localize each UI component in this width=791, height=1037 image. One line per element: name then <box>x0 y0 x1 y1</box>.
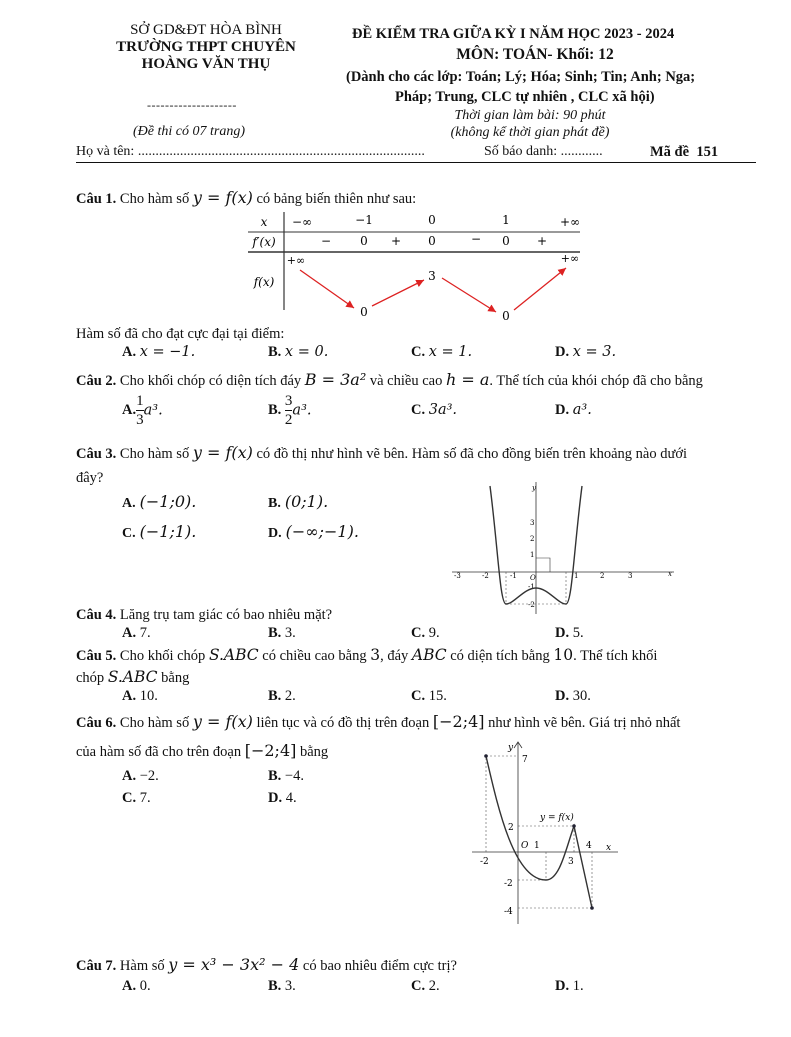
student-name-field: Họ và tên: .................................................................................. <box>76 144 425 159</box>
option-value: (−∞;−1). <box>285 522 359 541</box>
option-b[interactable] <box>268 978 296 995</box>
option-label: C. <box>411 625 426 641</box>
table-x-value: −1 <box>355 213 373 227</box>
exam-time: Thời gian làm bài: 90 phút <box>454 108 606 123</box>
table-f-label: f(x) <box>253 275 275 289</box>
graph-value-label: -4 <box>504 907 513 917</box>
axis-x-label: x <box>668 570 672 578</box>
option-label: A. <box>122 496 136 511</box>
variation-arrow <box>514 268 566 310</box>
option-value: 7. <box>139 625 151 641</box>
option-value: 3. <box>284 978 296 994</box>
option-value: 3. <box>284 625 296 641</box>
exam-code-value: 151 <box>696 144 719 160</box>
fraction-numerator: 3 <box>284 393 293 409</box>
origin-label: O <box>521 841 529 851</box>
option-label: A. <box>122 978 137 994</box>
option-b[interactable] <box>268 344 328 361</box>
question-text: Cho hàm số <box>119 715 190 731</box>
table-x-value: +∞ <box>559 215 581 229</box>
option-label: C. <box>411 344 426 360</box>
option-value: a³. <box>292 402 312 419</box>
header-left <box>96 22 316 73</box>
y-tick: 2 <box>530 535 535 543</box>
y-tick: -1 <box>528 583 535 591</box>
graph-point <box>484 754 488 758</box>
question-label: Câu 1. <box>76 191 117 207</box>
math-expression: B = 3a² <box>304 370 367 389</box>
variation-table <box>244 210 584 326</box>
origin-label: O <box>530 574 536 582</box>
math-expression: y = f(x) <box>192 188 253 207</box>
question-text: và chiều cao <box>369 373 443 389</box>
student-id-field: Số báo danh: ............ <box>484 144 603 159</box>
question-2 <box>76 370 703 390</box>
question-text: có chiều cao bằng <box>262 648 367 664</box>
question-text: . Thể tích của khói chóp đã cho bằng <box>489 373 703 389</box>
option-value: 2. <box>284 688 296 704</box>
question-label: Câu 6. <box>76 715 117 731</box>
option-label: B. <box>268 496 281 511</box>
y-tick: -2 <box>528 601 535 609</box>
option-label: A. <box>122 625 137 641</box>
option-label: C. <box>122 526 136 541</box>
exam-classes-1: (Dành cho các lớp: Toán; Lý; Hóa; Sinh; Tin; Anh; Nga; <box>346 69 696 85</box>
question-label: Câu 7. <box>76 958 117 974</box>
option-value: a³. <box>572 402 592 418</box>
table-f-value: 0 <box>360 305 368 319</box>
variation-arrow <box>300 270 354 308</box>
option-c[interactable] <box>411 402 457 419</box>
option-label: B. <box>268 625 282 641</box>
question-4 <box>76 607 332 624</box>
axis-y-label: y <box>508 743 514 753</box>
option-label: B. <box>268 688 282 704</box>
question-label: Câu 4. <box>76 607 117 623</box>
table-sign: − <box>320 234 332 248</box>
option-label: D. <box>268 526 282 541</box>
option-d[interactable] <box>555 402 592 419</box>
question-text: bằng <box>161 670 190 686</box>
question-text: có bao nhiêu điểm cực trị? <box>302 958 457 974</box>
option-c[interactable] <box>411 625 440 642</box>
graph-value-label: 1 <box>534 841 540 851</box>
function-graph-q3 <box>450 478 680 618</box>
math-expression: [−2;4] <box>432 712 485 731</box>
question-label: Câu 2. <box>76 373 117 389</box>
question-text: có đồ thị như hình vẽ bên. Hàm số đã cho đồng biến trên khoảng nào dưới <box>256 446 688 462</box>
option-label: D. <box>555 344 570 360</box>
question-text: của hàm số đã cho trên đoạn <box>76 744 242 760</box>
question-text: , đáy <box>380 648 409 664</box>
option-value: 5. <box>572 625 584 641</box>
math-expression: S.ABC <box>208 646 259 664</box>
question-6-cont <box>76 741 328 761</box>
option-d[interactable] <box>555 978 584 995</box>
option-a[interactable] <box>122 392 163 429</box>
option-c[interactable] <box>411 344 472 361</box>
question-text: Lăng trụ tam giác có bao nhiêu mặt? <box>119 607 333 623</box>
option-value: (−1;0). <box>139 492 197 511</box>
fraction-numerator: 1 <box>136 393 144 409</box>
table-x-value: 1 <box>502 213 510 227</box>
option-value: x = 3. <box>572 344 617 360</box>
question-7 <box>76 955 457 975</box>
option-label: C. <box>411 688 426 704</box>
option-label: C. <box>122 790 137 806</box>
axis-x-label: x <box>606 843 612 853</box>
math-expression: [−2;4] <box>244 741 297 760</box>
option-value: 4. <box>285 790 297 806</box>
option-value: 2. <box>428 978 440 994</box>
option-value: (−1;1). <box>139 522 197 541</box>
question-text: bằng <box>299 744 329 760</box>
table-sign: 0 <box>360 234 368 248</box>
table-f-value: 0 <box>502 309 510 323</box>
graph-value-label: -2 <box>480 857 489 867</box>
page-count: (Đề thi có 07 trang) <box>133 124 245 139</box>
option-d[interactable] <box>268 790 297 807</box>
exam-subject: MÔN: TOÁN- Khối: 12 <box>456 46 614 63</box>
table-x-value: 0 <box>428 213 436 227</box>
math-expression: ABC <box>411 646 447 664</box>
option-d[interactable] <box>555 625 584 642</box>
graph-point <box>590 906 594 910</box>
option-a[interactable] <box>122 344 195 361</box>
question-text: đây? <box>76 470 104 486</box>
header-divider <box>76 162 756 163</box>
option-value: 15. <box>428 688 447 704</box>
question-text: Hàm số <box>119 958 165 974</box>
option-label: D. <box>555 402 570 418</box>
exam-time-note: (không kể thời gian phát đề) <box>450 125 610 140</box>
grid-line <box>536 558 550 572</box>
question-3 <box>76 443 687 463</box>
x-tick: -2 <box>482 572 489 580</box>
function-curve <box>486 756 592 908</box>
table-sign: − <box>470 232 482 246</box>
option-label: A. <box>122 402 137 418</box>
option-c[interactable] <box>122 790 151 807</box>
question-label: Câu 5. <box>76 648 117 664</box>
table-f-value: +∞ <box>286 254 306 267</box>
option-label: B. <box>268 978 282 994</box>
option-a[interactable] <box>122 688 158 705</box>
option-a[interactable] <box>122 625 151 642</box>
option-a[interactable] <box>122 492 196 512</box>
math-expression: 3 <box>370 646 381 664</box>
option-value: 0. <box>139 978 151 994</box>
option-d[interactable] <box>555 344 616 361</box>
school-name-2: HOÀNG VĂN THỤ <box>141 56 271 72</box>
graph-value-label: -2 <box>504 879 513 889</box>
option-value: x = 1. <box>428 344 473 360</box>
axis-y-label: y <box>532 484 536 492</box>
question-text: chóp <box>76 670 105 686</box>
option-value: −4. <box>284 768 304 784</box>
x-tick: 2 <box>600 572 605 580</box>
y-tick: 1 <box>530 551 535 559</box>
question-text: liên tục và có đồ thị trên đoạn <box>256 715 430 731</box>
exam-title: ĐỀ KIỂM TRA GIỮA KỲ I NĂM HỌC 2023 - 2024 <box>352 26 675 42</box>
question-5 <box>76 646 657 665</box>
x-tick: -3 <box>454 572 461 580</box>
option-label: B. <box>268 344 282 360</box>
option-label: B. <box>268 402 282 418</box>
option-label: D. <box>555 625 570 641</box>
table-fprime-label: f′(x) <box>252 235 276 249</box>
math-expression: y = f(x) <box>192 712 253 731</box>
option-a[interactable] <box>122 768 159 785</box>
school-name: TRƯỜNG THPT CHUYÊN <box>116 39 296 55</box>
option-a[interactable] <box>122 978 151 995</box>
variation-arrow <box>442 278 496 312</box>
option-label: D. <box>555 978 570 994</box>
option-label: C. <box>411 978 426 994</box>
exam-code-label: Mã đề <box>650 144 690 160</box>
math-expression: S.ABC <box>107 668 158 686</box>
option-value: a³. <box>143 402 163 419</box>
option-d[interactable] <box>555 688 591 705</box>
graph-value-label: 2 <box>508 823 514 833</box>
variation-arrow <box>372 280 424 306</box>
fraction-denominator: 3 <box>136 412 144 428</box>
option-d[interactable] <box>268 522 359 542</box>
table-x-value: −∞ <box>291 215 313 229</box>
table-f-value: 3 <box>428 269 436 283</box>
x-tick: 1 <box>574 572 579 580</box>
option-value: −2. <box>139 768 159 784</box>
option-c[interactable] <box>411 978 440 995</box>
option-b[interactable] <box>268 392 312 429</box>
header-dashes: -------------------- <box>147 98 237 112</box>
question-5-cont <box>76 668 189 687</box>
math-expression: y = f(x) <box>192 443 253 462</box>
option-c[interactable] <box>411 688 447 705</box>
option-value: x = 0. <box>284 344 329 360</box>
table-sign: + <box>536 234 548 248</box>
fraction <box>136 392 144 429</box>
exam-code <box>650 144 718 161</box>
grid-lines <box>486 756 592 908</box>
fraction-denominator: 2 <box>284 412 293 428</box>
option-value: (0;1). <box>284 492 329 511</box>
option-b[interactable] <box>268 492 328 512</box>
question-text: . Thể tích khối <box>573 648 658 664</box>
graph-value-label: 3 <box>568 857 574 867</box>
exam-classes-2: Pháp; Trung, CLC tự nhiên , CLC xã hội) <box>395 89 655 105</box>
option-label: A. <box>122 344 137 360</box>
graph-point <box>572 824 576 828</box>
question-text: có diện tích bằng <box>450 648 550 664</box>
question-text: như hình vẽ bên. Giá trị nhỏ nhất <box>488 715 681 731</box>
option-value: 30. <box>572 688 591 704</box>
math-expression: y = x³ − 3x² − 4 <box>168 955 300 974</box>
option-value: x = −1. <box>139 344 196 360</box>
option-label: D. <box>268 790 283 806</box>
table-sign: + <box>390 234 402 248</box>
option-value: 9. <box>428 625 440 641</box>
question-prompt: Hàm số đã cho đạt cực đại tại điểm: <box>76 326 285 342</box>
x-tick: -1 <box>510 572 517 580</box>
math-expression: 10 <box>553 646 574 664</box>
x-tick: 3 <box>628 572 633 580</box>
question-text: Cho hàm số <box>119 191 190 207</box>
option-value: 10. <box>139 688 158 704</box>
math-expression: h = a <box>445 370 490 389</box>
option-label: D. <box>555 688 570 704</box>
option-value: 7. <box>139 790 151 806</box>
option-b[interactable] <box>268 625 296 642</box>
option-value: 1. <box>572 978 584 994</box>
curve-label: y = f(x) <box>540 813 574 823</box>
y-tick: 3 <box>530 519 535 527</box>
table-f-value: +∞ <box>560 252 580 265</box>
table-sign: 0 <box>502 234 510 248</box>
option-label: B. <box>268 768 282 784</box>
question-text: Cho hàm số <box>119 446 190 462</box>
function-graph-q6 <box>468 738 628 928</box>
option-label: A. <box>122 768 137 784</box>
question-text: có bảng biến thiên như sau: <box>256 191 417 207</box>
question-1 <box>76 188 416 208</box>
option-b[interactable] <box>268 688 296 705</box>
question-text: Cho khối chóp <box>119 648 206 664</box>
question-6 <box>76 712 680 732</box>
table-sign: 0 <box>428 234 436 248</box>
graph-value-label: 4 <box>586 841 592 851</box>
dept-name: SỞ GD&ĐT HÒA BÌNH <box>130 22 282 38</box>
question-text: Cho khối chóp có diện tích đáy <box>119 373 302 389</box>
option-label: C. <box>411 402 426 418</box>
table-x-label: x <box>260 215 268 229</box>
graph-value-label: 7 <box>522 755 528 765</box>
option-b[interactable] <box>268 768 304 785</box>
question-label: Câu 3. <box>76 446 117 462</box>
option-label: A. <box>122 688 137 704</box>
option-c[interactable] <box>122 522 196 542</box>
option-value: 3a³. <box>428 402 458 418</box>
